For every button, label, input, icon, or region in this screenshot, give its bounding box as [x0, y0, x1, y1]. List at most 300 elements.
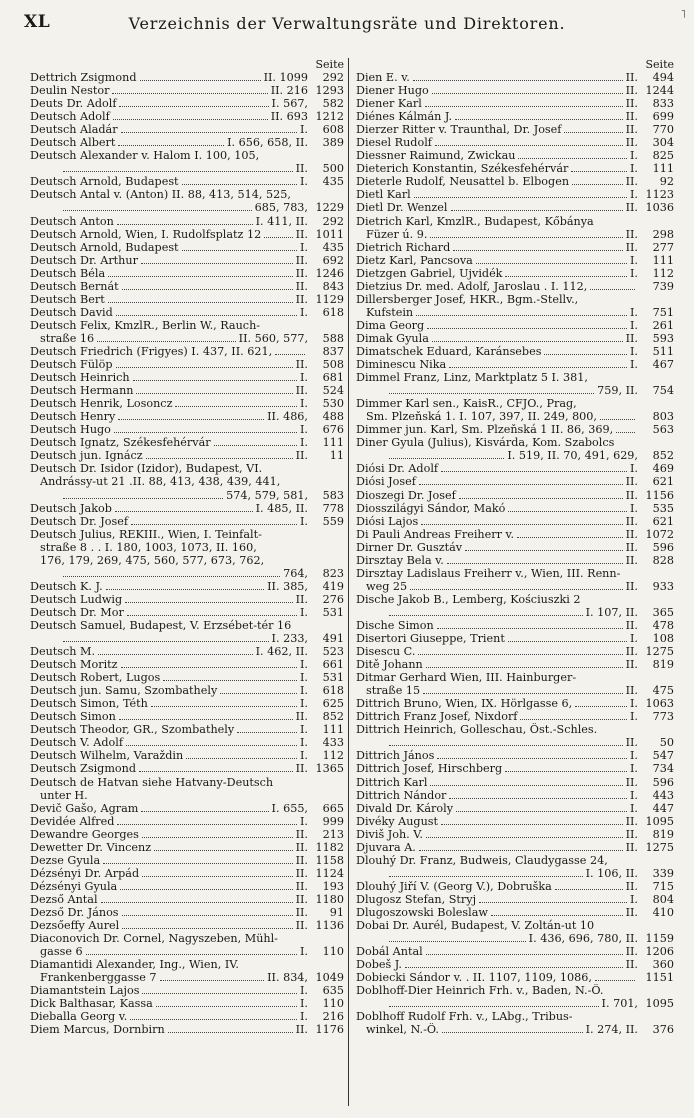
- entry-seite: 531: [322, 671, 344, 685]
- entry-name: Diessner Raimund, Zwickau: [356, 149, 516, 163]
- entry-seite: 618: [322, 684, 344, 698]
- dot-leader: [590, 289, 635, 290]
- dot-leader: [447, 563, 623, 564]
- entry-seite: 467: [652, 358, 674, 372]
- entry-name: Deutsch Robert, Lugos: [30, 671, 161, 685]
- entry-seite: 110: [322, 997, 344, 1011]
- dot-leader: [571, 171, 627, 172]
- index-entry: [356, 958, 674, 971]
- entry-page-refs: I.: [300, 984, 308, 998]
- index-entry: [356, 136, 674, 149]
- entry-name: Dietrich Karl, KmzlR., Budapest, Kőbánya: [356, 214, 594, 228]
- entry-name: Dien E. v.: [356, 71, 410, 84]
- dot-leader: [121, 132, 297, 133]
- index-entry: [30, 736, 344, 749]
- entry-page-refs: I.: [300, 697, 308, 711]
- seite-label: Seite: [645, 58, 674, 71]
- dot-leader: [419, 850, 623, 851]
- entry-seite: 559: [322, 514, 344, 528]
- entry-name: Deutsch Heinrich: [30, 371, 130, 385]
- column-divider: [348, 58, 349, 1106]
- index-entry: [30, 489, 344, 502]
- entry-name: Diósi Dr. Adolf: [356, 462, 439, 476]
- entry-page-refs: I.: [630, 305, 638, 319]
- index-entry: [30, 541, 344, 554]
- entry-name: Deutsch jun. Ignácz: [30, 449, 143, 463]
- index-entry: [356, 71, 674, 84]
- entry-seite: 523: [322, 645, 344, 659]
- entry-name: Dioszegi Dr. Josef: [356, 488, 456, 502]
- dot-leader: [459, 498, 623, 499]
- index-entry: [356, 84, 674, 97]
- entry-seite: 531: [322, 605, 344, 619]
- dot-leader: [389, 745, 623, 746]
- dot-leader: [432, 341, 623, 342]
- dot-leader: [518, 158, 627, 159]
- index-entry: [30, 919, 344, 932]
- entry-seite: 447: [652, 801, 674, 815]
- entry-seite: 1182: [315, 840, 344, 854]
- entry-page-refs: II.: [625, 488, 638, 502]
- dot-leader: [168, 1032, 293, 1033]
- entry-seite: 1049: [315, 971, 344, 985]
- entry-page-refs: II.: [625, 97, 638, 111]
- dot-leader: [142, 876, 292, 877]
- entry-page-refs: II.: [295, 906, 308, 919]
- entry-name: Deutsch Dr. Arthur: [30, 253, 138, 267]
- entry-name: Dittrich Karl: [356, 775, 428, 789]
- entry-name: Dimatschek Eduard, Karánsebes: [356, 344, 542, 358]
- entry-name: Ditě Johann: [356, 658, 423, 672]
- index-entry: [356, 110, 674, 123]
- entry-page-refs: 685, 783,: [254, 201, 308, 215]
- entry-page-refs: II.: [625, 658, 638, 672]
- dot-leader: [122, 289, 293, 290]
- entry-name: Dlugoszowski Boleslaw: [356, 906, 488, 919]
- index-entry: [356, 906, 674, 919]
- entry-seite: 11: [329, 449, 344, 463]
- index-entry: [356, 919, 674, 932]
- entry-name: Deutsch Fülöp: [30, 358, 113, 372]
- entry-name: Dlouhý Dr. Franz, Budweis, Claudygasse 24,: [356, 853, 608, 867]
- entry-page-refs: I.: [630, 266, 638, 280]
- entry-page-refs: II.: [625, 514, 638, 528]
- entry-page-refs: I.: [630, 344, 638, 358]
- index-entry: [30, 149, 344, 162]
- entry-name: Deutsch Albert: [30, 136, 116, 150]
- entry-seite: 661: [322, 658, 344, 672]
- entry-name: Diosszilágyi Sándor, Makó: [356, 501, 506, 515]
- entry-name: Dezsőeffy Aurel: [30, 919, 120, 933]
- dot-leader: [98, 654, 253, 655]
- entry-name: Deutsch Jakob: [30, 501, 112, 515]
- entry-name: Dietzius Dr. med. Adolf, Jaroslau . I. 112,: [356, 279, 588, 293]
- index-entry: [30, 110, 344, 123]
- index-entry: [30, 436, 344, 449]
- dot-leader: [425, 106, 623, 107]
- index-entry: [356, 828, 674, 841]
- entry-name: straße 16: [40, 331, 95, 345]
- entry-seite: 635: [322, 984, 344, 998]
- entry-seite: 276: [322, 592, 344, 606]
- entry-seite: 1011: [315, 227, 344, 241]
- entry-name: Dewandre Georges: [30, 827, 139, 841]
- entry-seite: 443: [652, 788, 674, 802]
- index-entry: [356, 201, 674, 214]
- entry-seite: 828: [652, 553, 674, 567]
- entry-seite: 511: [652, 344, 674, 358]
- entry-page-refs: II. 1099: [263, 71, 308, 84]
- entry-page-refs: 764,: [283, 566, 308, 580]
- entry-seite: 621: [652, 475, 674, 489]
- entry-seite: 825: [652, 149, 674, 163]
- index-entry: [30, 306, 344, 319]
- entry-seite: 676: [322, 423, 344, 437]
- entry-seite: 304: [652, 136, 674, 150]
- entry-name: Deutsch Julius, REKIII., Wien, I. Teinfalt-: [30, 527, 262, 541]
- dot-leader: [418, 654, 622, 655]
- index-entry: [30, 593, 344, 606]
- index-entry: [30, 423, 344, 436]
- dot-leader: [122, 928, 292, 929]
- dot-leader: [63, 576, 280, 577]
- entry-page-refs: I.: [630, 749, 638, 763]
- entry-page-refs: II.: [625, 579, 638, 593]
- entry-page-refs: I. 655,: [271, 801, 308, 815]
- dot-leader: [491, 915, 623, 916]
- dot-leader: [154, 850, 292, 851]
- dot-leader: [437, 758, 627, 759]
- entry-seite: 1129: [315, 292, 344, 306]
- index-entry: [30, 619, 344, 632]
- entry-name: Deutsch Ignatz, Székesfehérvár: [30, 436, 211, 450]
- entry-name: Dick Balthasar, Kassa: [30, 997, 153, 1011]
- dot-leader: [103, 863, 292, 864]
- entry-name: Dimmel Franz, Linz, Marktplatz 5 I. 381,: [356, 371, 588, 385]
- entry-seite: 804: [652, 892, 674, 906]
- entry-name: Dische Jakob B., Lemberg, Kościuszki 2: [356, 592, 581, 606]
- entry-seite: 803: [652, 410, 674, 424]
- entry-seite: 494: [652, 71, 674, 84]
- entry-seite: 112: [652, 266, 674, 280]
- dot-leader: [101, 902, 293, 903]
- entry-page-refs: I.: [630, 253, 638, 267]
- index-entry: [30, 267, 344, 280]
- entry-page-refs: II.: [625, 227, 638, 241]
- entry-name: Dieterle Rudolf, Neusattel b. Elbogen: [356, 175, 570, 189]
- entry-seite: 491: [322, 632, 344, 646]
- entry-page-refs: I. 107, II.: [585, 605, 638, 619]
- index-entry: [30, 475, 344, 488]
- entry-name: Dewetter Dr. Vincenz: [30, 840, 152, 854]
- entry-seite: 588: [322, 331, 344, 345]
- index-entry: [30, 136, 344, 149]
- entry-page-refs: II.: [295, 1023, 308, 1037]
- entry-name: Diner Gyula (Julius), Kisvárda, Kom. Szabolcs: [356, 436, 615, 450]
- entry-name: 176, 179, 269, 475, 560, 577, 673, 762,: [40, 553, 265, 567]
- dot-leader: [140, 80, 261, 81]
- index-entry: [356, 710, 674, 723]
- index-entry: [30, 528, 344, 541]
- entry-name: Deuts Dr. Adolf: [30, 97, 117, 111]
- dot-leader: [389, 458, 504, 459]
- index-entry: [356, 449, 674, 462]
- index-entry: [356, 345, 674, 358]
- entry-seite: 1293: [315, 84, 344, 98]
- entry-seite: 292: [322, 71, 344, 84]
- entry-seite: 193: [322, 879, 344, 893]
- entry-page-refs: II.: [625, 527, 638, 541]
- dot-leader: [63, 210, 252, 211]
- dot-leader: [405, 967, 623, 968]
- entry-name: Dimmer jun. Karl, Sm. Plzeňská 1 II. 86, 369,: [356, 423, 614, 437]
- entry-page-refs: I. 567,: [271, 97, 308, 111]
- dot-leader: [600, 419, 635, 420]
- entry-seite: 852: [322, 710, 344, 724]
- index-entry: [30, 462, 344, 475]
- entry-name: Deutsch Simon: [30, 710, 116, 724]
- entry-seite: 111: [652, 162, 674, 176]
- dot-leader: [449, 367, 627, 368]
- entry-seite: 1275: [645, 840, 674, 854]
- entry-seite: 1095: [645, 997, 674, 1011]
- entry-seite: 365: [652, 605, 674, 619]
- dot-leader: [451, 210, 623, 211]
- entry-name: Deutsch Arnold, Budapest: [30, 175, 179, 189]
- index-entry: [30, 815, 344, 828]
- index-entry: [356, 188, 674, 201]
- index-entry: [30, 958, 344, 971]
- entry-page-refs: II.: [625, 110, 638, 124]
- entry-page-refs: I. 485, II.: [255, 501, 308, 515]
- entry-page-refs: II.: [295, 853, 308, 867]
- index-entry: [30, 984, 344, 997]
- entry-seite: 1072: [645, 527, 674, 541]
- index-entry: [356, 723, 674, 736]
- entry-name: Devič Gašo, Agram: [30, 801, 139, 815]
- index-entry: [356, 489, 674, 502]
- dot-leader: [564, 132, 622, 133]
- page-header: [0, 8, 694, 40]
- entry-seite: 1365: [315, 762, 344, 776]
- dot-leader: [182, 250, 297, 251]
- entry-seite: 1063: [645, 697, 674, 711]
- index-entry: [30, 254, 344, 267]
- entry-seite: 111: [322, 723, 344, 737]
- dot-leader: [264, 237, 292, 238]
- entry-page-refs: I.: [300, 945, 308, 959]
- entry-seite: 1246: [315, 266, 344, 280]
- entry-name: Dirner Dr. Gusztáv: [356, 540, 463, 554]
- entry-name: Dimmer Karl sen., KaisR., CFJO., Prag,: [356, 397, 577, 411]
- entry-page-refs: I.: [300, 423, 308, 437]
- dot-leader: [141, 263, 293, 264]
- index-entry: [30, 567, 344, 580]
- entry-name: Diener Hugo: [356, 84, 429, 98]
- index-entry: [30, 84, 344, 97]
- index-entry: [356, 149, 674, 162]
- index-entry: [30, 658, 344, 671]
- entry-page-refs: II. 693: [270, 110, 308, 124]
- entry-seite: 298: [652, 227, 674, 241]
- entry-name: Deutsch Zsigmond: [30, 762, 137, 776]
- entry-name: Deutsch Samuel, Budapest, V. Erzsébet-tér 16: [30, 618, 292, 632]
- entry-seite: 837: [322, 344, 344, 358]
- entry-page-refs: II.: [625, 684, 638, 698]
- index-entry: [30, 997, 344, 1010]
- entry-seite: 92: [659, 175, 674, 189]
- entry-page-refs: I. 519, II. 70, 491, 629,: [507, 449, 638, 463]
- dot-leader: [131, 524, 297, 525]
- entry-name: winkel, N.-Ö.: [366, 1023, 439, 1037]
- entry-seite: 618: [322, 305, 344, 319]
- index-entry: [356, 554, 674, 567]
- entry-seite: 773: [652, 710, 674, 724]
- entry-seite: 1275: [645, 645, 674, 659]
- entry-name: Divéky August: [356, 814, 439, 828]
- entry-name: Deutsch Hermann: [30, 384, 134, 398]
- entry-seite: 508: [322, 358, 344, 372]
- entry-name: Deutsch Bernát: [30, 279, 119, 293]
- entry-name: Dillersberger Josef, HKR., Bgm.-Stellv.,: [356, 292, 579, 306]
- dot-leader: [122, 915, 293, 916]
- index-entry: [356, 997, 674, 1010]
- dot-leader: [119, 106, 268, 107]
- dot-leader: [419, 484, 623, 485]
- index-entry: [30, 684, 344, 697]
- entry-seite: 770: [652, 123, 674, 137]
- entry-name: Dettrich Zsigmond: [30, 71, 137, 84]
- entry-seite: 852: [652, 449, 674, 463]
- index-entry: [356, 619, 674, 632]
- dot-leader: [517, 537, 623, 538]
- entry-seite: 596: [652, 540, 674, 554]
- entry-name: Andrássy-ut 21 .II. 88, 413, 438, 439, 441,: [40, 475, 281, 489]
- entry-seite: 1036: [645, 201, 674, 215]
- dot-leader: [442, 1032, 583, 1033]
- dot-leader: [389, 876, 583, 877]
- entry-name: Dittrich Heinrich, Golleschau, Öst.-Schles.: [356, 723, 598, 737]
- entry-name: Dittrich Nándor: [356, 788, 447, 802]
- index-entry: [30, 841, 344, 854]
- entry-seite: 778: [322, 501, 344, 515]
- entry-page-refs: I.: [630, 149, 638, 163]
- dot-leader: [108, 302, 293, 303]
- index-entry: [356, 802, 674, 815]
- dot-leader: [106, 589, 264, 590]
- entry-page-refs: II.: [625, 736, 638, 750]
- entry-name: Diem Marcus, Dornbirn: [30, 1023, 165, 1037]
- index-entry: [356, 319, 674, 332]
- index-entry: [356, 436, 674, 449]
- dot-leader: [142, 837, 293, 838]
- dot-leader: [146, 458, 293, 459]
- entry-page-refs: 574, 579, 581,: [226, 488, 308, 502]
- entry-name: Deutsch Theodor, GR., Szombathely: [30, 723, 235, 737]
- entry-seite: 410: [652, 906, 674, 919]
- entry-name: Deutsch Dr. Mor: [30, 605, 124, 619]
- entry-name: Ditmar Gerhard Wien, III. Hainburger-: [356, 671, 577, 685]
- entry-page-refs: I.: [630, 358, 638, 372]
- index-entry: [356, 162, 674, 175]
- entry-seite: 1212: [315, 110, 344, 124]
- entry-name: Dittrich Bruno, Wien, IX. Hörlgasse 6,: [356, 697, 573, 711]
- entry-name: Dirsztay Bela v.: [356, 553, 444, 567]
- entry-seite: 819: [652, 827, 674, 841]
- entry-name: Deutsch David: [30, 305, 113, 319]
- index-entry: [356, 567, 674, 580]
- dot-leader: [63, 498, 223, 499]
- entry-name: Deutsch Alexander v. Halom I. 100, 105,: [30, 149, 260, 163]
- entry-page-refs: II.: [625, 136, 638, 150]
- index-entry: [356, 776, 674, 789]
- dot-leader: [156, 1006, 297, 1007]
- entry-page-refs: I. 411, II.: [255, 214, 308, 228]
- index-entry: [30, 397, 344, 410]
- entry-name: Deutsch de Hatvan siehe Hatvany-Deutsch: [30, 775, 274, 789]
- entry-seite: 843: [322, 279, 344, 293]
- entry-page-refs: II.: [295, 762, 308, 776]
- entry-seite: 50: [659, 736, 674, 750]
- entry-seite: 754: [652, 384, 674, 398]
- entry-name: Diaconovich Dr. Cornel, Nagyszeben, Mühl-: [30, 932, 278, 946]
- entry-name: Dezse Gyula: [30, 853, 101, 867]
- dot-leader: [121, 667, 297, 668]
- entry-seite: 583: [322, 488, 344, 502]
- entry-page-refs: I.: [630, 762, 638, 776]
- entry-page-refs: I.: [300, 1010, 308, 1024]
- dot-leader: [441, 824, 623, 825]
- index-entry: [30, 1023, 344, 1036]
- entry-page-refs: II.: [295, 919, 308, 933]
- entry-page-refs: II.: [625, 618, 638, 632]
- index-entry: [356, 423, 674, 436]
- entry-page-refs: II.: [625, 827, 638, 841]
- dot-leader: [414, 197, 627, 198]
- entry-page-refs: II.: [295, 266, 308, 280]
- entry-page-refs: I.: [630, 710, 638, 724]
- entry-page-refs: II.: [295, 358, 308, 372]
- dot-leader: [389, 393, 594, 394]
- entry-page-refs: I.: [300, 814, 308, 828]
- index-entry: [356, 593, 674, 606]
- index-entry: [356, 580, 674, 593]
- index-entry: [356, 932, 674, 945]
- entry-name: Deutsch Bert: [30, 292, 105, 306]
- entry-seite: 277: [652, 240, 674, 254]
- index-entry: [356, 658, 674, 671]
- index-entry: [30, 762, 344, 775]
- index-entry: [356, 697, 674, 710]
- entry-name: Dische Simon: [356, 618, 434, 632]
- dot-leader: [113, 119, 268, 120]
- entry-seite: 524: [322, 384, 344, 398]
- entry-page-refs: II.: [295, 840, 308, 854]
- dot-leader: [115, 511, 253, 512]
- entry-name: Deutsch Hugo: [30, 423, 111, 437]
- entry-page-refs: II. 560, 577,: [238, 331, 308, 345]
- index-entry: [30, 345, 344, 358]
- entry-seite: 433: [322, 736, 344, 750]
- index-entry: [356, 854, 674, 867]
- index-entry: [30, 776, 344, 789]
- index-entry: [356, 749, 674, 762]
- entry-seite: 1206: [645, 945, 674, 959]
- index-entry: [30, 554, 344, 567]
- left-entry-list: [30, 71, 344, 1036]
- index-entry: [30, 410, 344, 423]
- entry-seite: 563: [652, 423, 674, 437]
